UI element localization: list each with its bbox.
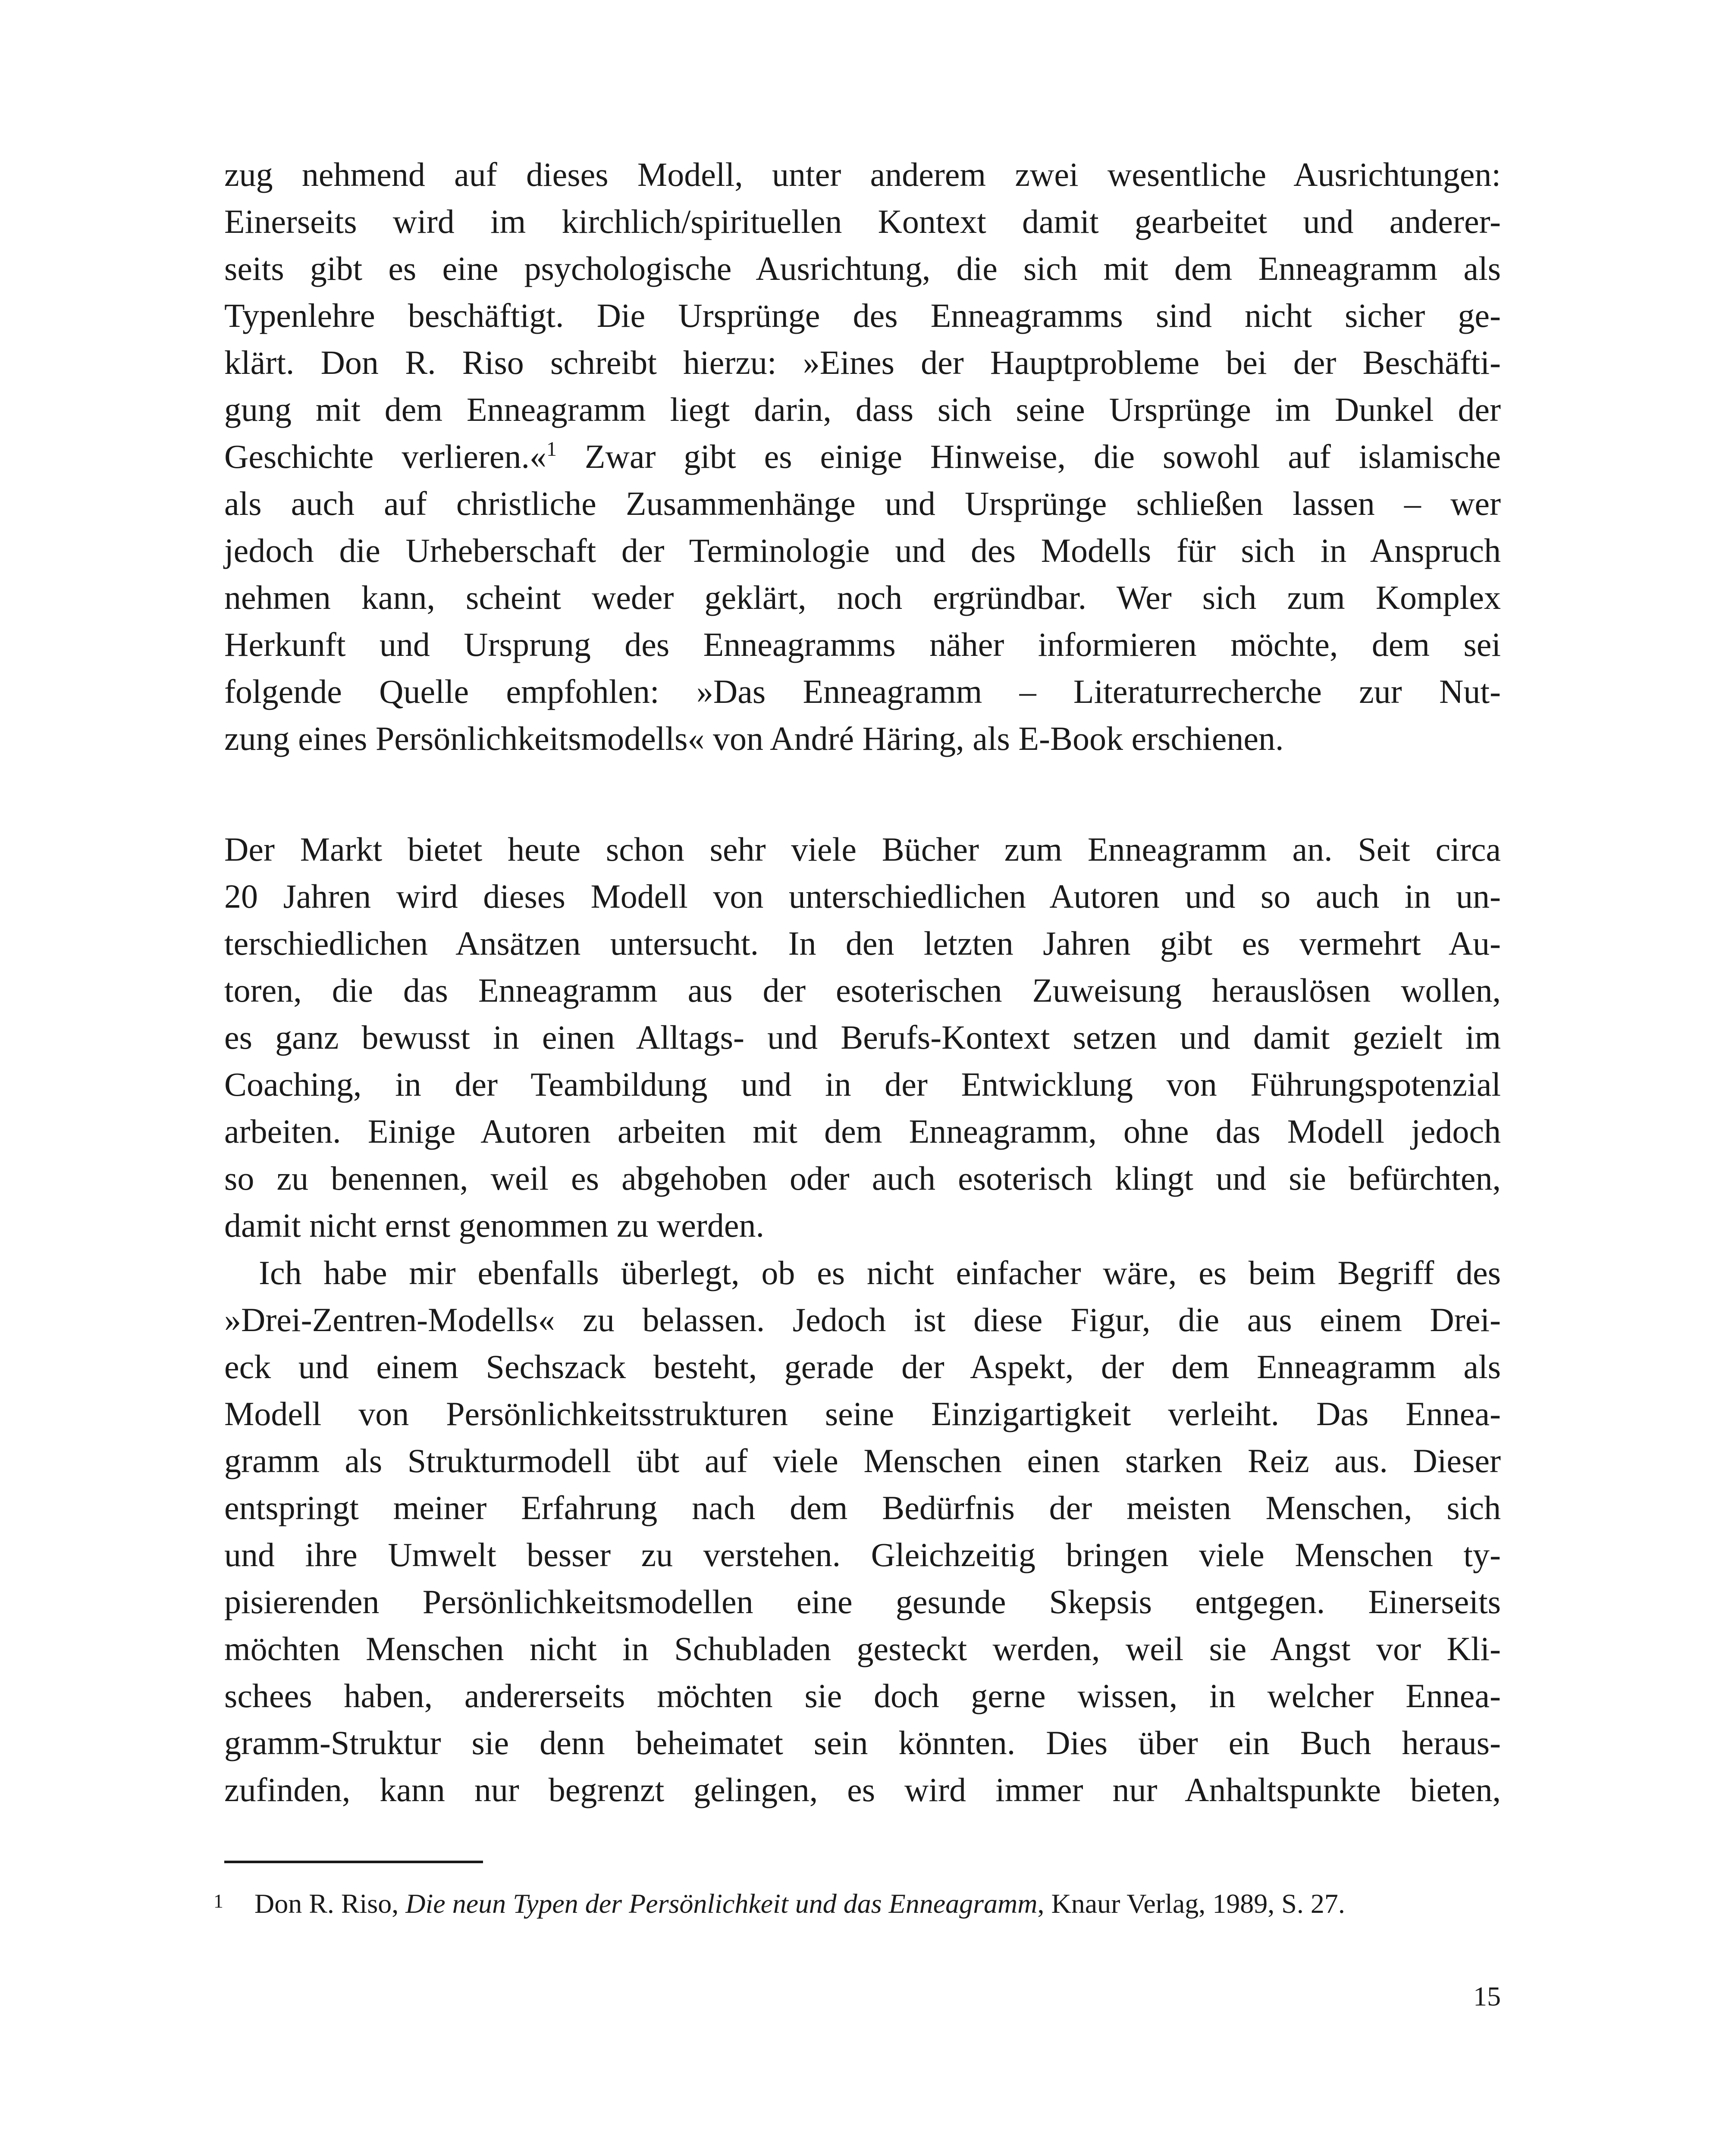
text-line: zug nehmend auf dieses Modell, unter anderem zwei wesentliche Ausrichtungen: — [224, 156, 1501, 193]
text-line: zung eines Persönlichkeitsmodells« von André Häring, als E-Book erschienen. — [224, 720, 1284, 757]
text-line: »Drei-Zentren-Modells« zu belassen. Jedoch ist diese Figur, die aus einem Drei- — [224, 1301, 1501, 1338]
footnote-number: 1 — [213, 1890, 223, 1912]
text-line: jedoch die Urheberschaft der Terminologie und des Modells für sich in Anspruch — [224, 532, 1501, 569]
text-line: Ich habe mir ebenfalls überlegt, ob es nicht einfacher wäre, es beim Begriff des — [259, 1254, 1501, 1291]
paragraph-2 — [224, 826, 1501, 1249]
text-line: gramm als Strukturmodell übt auf viele Menschen einen starken Reiz aus. Dieser — [224, 1442, 1501, 1479]
text-line: entspringt meiner Erfahrung nach dem Bedürfnis der meisten Menschen, sich — [224, 1489, 1501, 1526]
text-line: als auch auf christliche Zusammenhänge und Ursprünge schließen lassen – wer — [224, 485, 1501, 522]
text-line: Einerseits wird im kirchlich/spirituellen Kontext damit gearbeitet und anderer- — [224, 203, 1501, 240]
text-line: pisierenden Persönlichkeitsmodellen eine gesunde Skepsis entgegen. Einerseits — [224, 1583, 1501, 1620]
text-line: Der Markt bietet heute schon sehr viele Bücher zum Enneagramm an. Seit circa — [224, 830, 1501, 868]
text-line: folgende Quelle empfohlen: »Das Enneagramm – Literaturrecherche zur Nut- — [224, 673, 1501, 710]
text-line: schees haben, andererseits möchten sie doch gerne wissen, in welcher Ennea- — [224, 1677, 1501, 1714]
text-line: toren, die das Enneagramm aus der esoterischen Zuweisung herauslösen wollen, — [224, 971, 1501, 1009]
footnote-divider — [224, 1861, 483, 1863]
text-line: und ihre Umwelt besser zu verstehen. Gleichzeitig bringen viele Menschen ty- — [224, 1536, 1501, 1573]
text-line: arbeiten. Einige Autoren arbeiten mit dem Enneagramm, ohne das Modell jedoch — [224, 1112, 1501, 1150]
footnote-book-title: Die neun Typen der Persönlichkeit und das Enneagramm — [405, 1888, 1038, 1919]
text-line: so zu benennen, weil es abgehoben oder auch esoterisch klingt und sie befürchten, — [224, 1159, 1501, 1197]
footnote — [213, 1884, 1507, 1923]
text-line: Coaching, in der Teambildung und in der Entwicklung von Führungspotenzial — [224, 1065, 1501, 1103]
text-line: gung mit dem Enneagramm liegt darin, dass sich seine Ursprünge im Dunkel der — [224, 391, 1501, 428]
text-line: klärt. Don R. Riso schreibt hierzu: »Eines der Hauptprobleme bei der Beschäfti- — [224, 344, 1501, 381]
text-line: gramm-Struktur sie denn beheimatet sein könnten. Dies über ein Buch heraus- — [224, 1724, 1501, 1761]
footnote-reference[interactable]: 1 — [546, 438, 557, 461]
text-line: Modell von Persönlichkeitsstrukturen seine Einzigartigkeit verleiht. Das Ennea- — [224, 1395, 1501, 1432]
paragraph-1 — [224, 151, 1501, 762]
text-line: damit nicht ernst genommen zu werden. — [224, 1206, 764, 1244]
footnote-publisher: , Knaur Verlag, 1989, S. 27. — [1037, 1888, 1345, 1919]
text-line: Herkunft und Ursprung des Enneagramms näher informieren möchte, dem sei — [224, 626, 1501, 663]
text-segment: Geschichte verlieren.« — [224, 438, 547, 475]
text-line: es ganz bewusst in einen Alltags- und Berufs-Kontext setzen und damit gezielt im — [224, 1018, 1501, 1056]
text-line: nehmen kann, scheint weder geklärt, noch ergründbar. Wer sich zum Komplex — [224, 579, 1501, 616]
text-segment: Zwar gibt es einige Hinweise, die sowohl auf islamische — [557, 438, 1501, 475]
text-line-with-footnote-ref — [224, 433, 1501, 480]
text-line: terschiedlichen Ansätzen untersucht. In den letzten Jahren gibt es vermehrt Au- — [224, 924, 1501, 962]
text-line: 20 Jahren wird dieses Modell von unterschiedlichen Autoren und so auch in un- — [224, 877, 1501, 915]
text-line: seits gibt es eine psychologische Ausrichtung, die sich mit dem Enneagramm als — [224, 250, 1501, 287]
page-number: 15 — [1473, 1981, 1501, 2012]
footnote-author: Don R. Riso, — [254, 1888, 406, 1919]
text-line: Typenlehre beschäftigt. Die Ursprünge des Enneagramms sind nicht sicher ge- — [224, 297, 1501, 334]
text-line: zufinden, kann nur begrenzt gelingen, es wird immer nur Anhaltspunkte bieten, — [224, 1771, 1501, 1808]
paragraph-3 — [224, 1249, 1501, 1813]
text-line: eck und einem Sechszack besteht, gerade der Aspekt, der dem Enneagramm als — [224, 1348, 1501, 1385]
text-line: möchten Menschen nicht in Schubladen gesteckt werden, weil sie Angst vor Kli- — [224, 1630, 1501, 1667]
